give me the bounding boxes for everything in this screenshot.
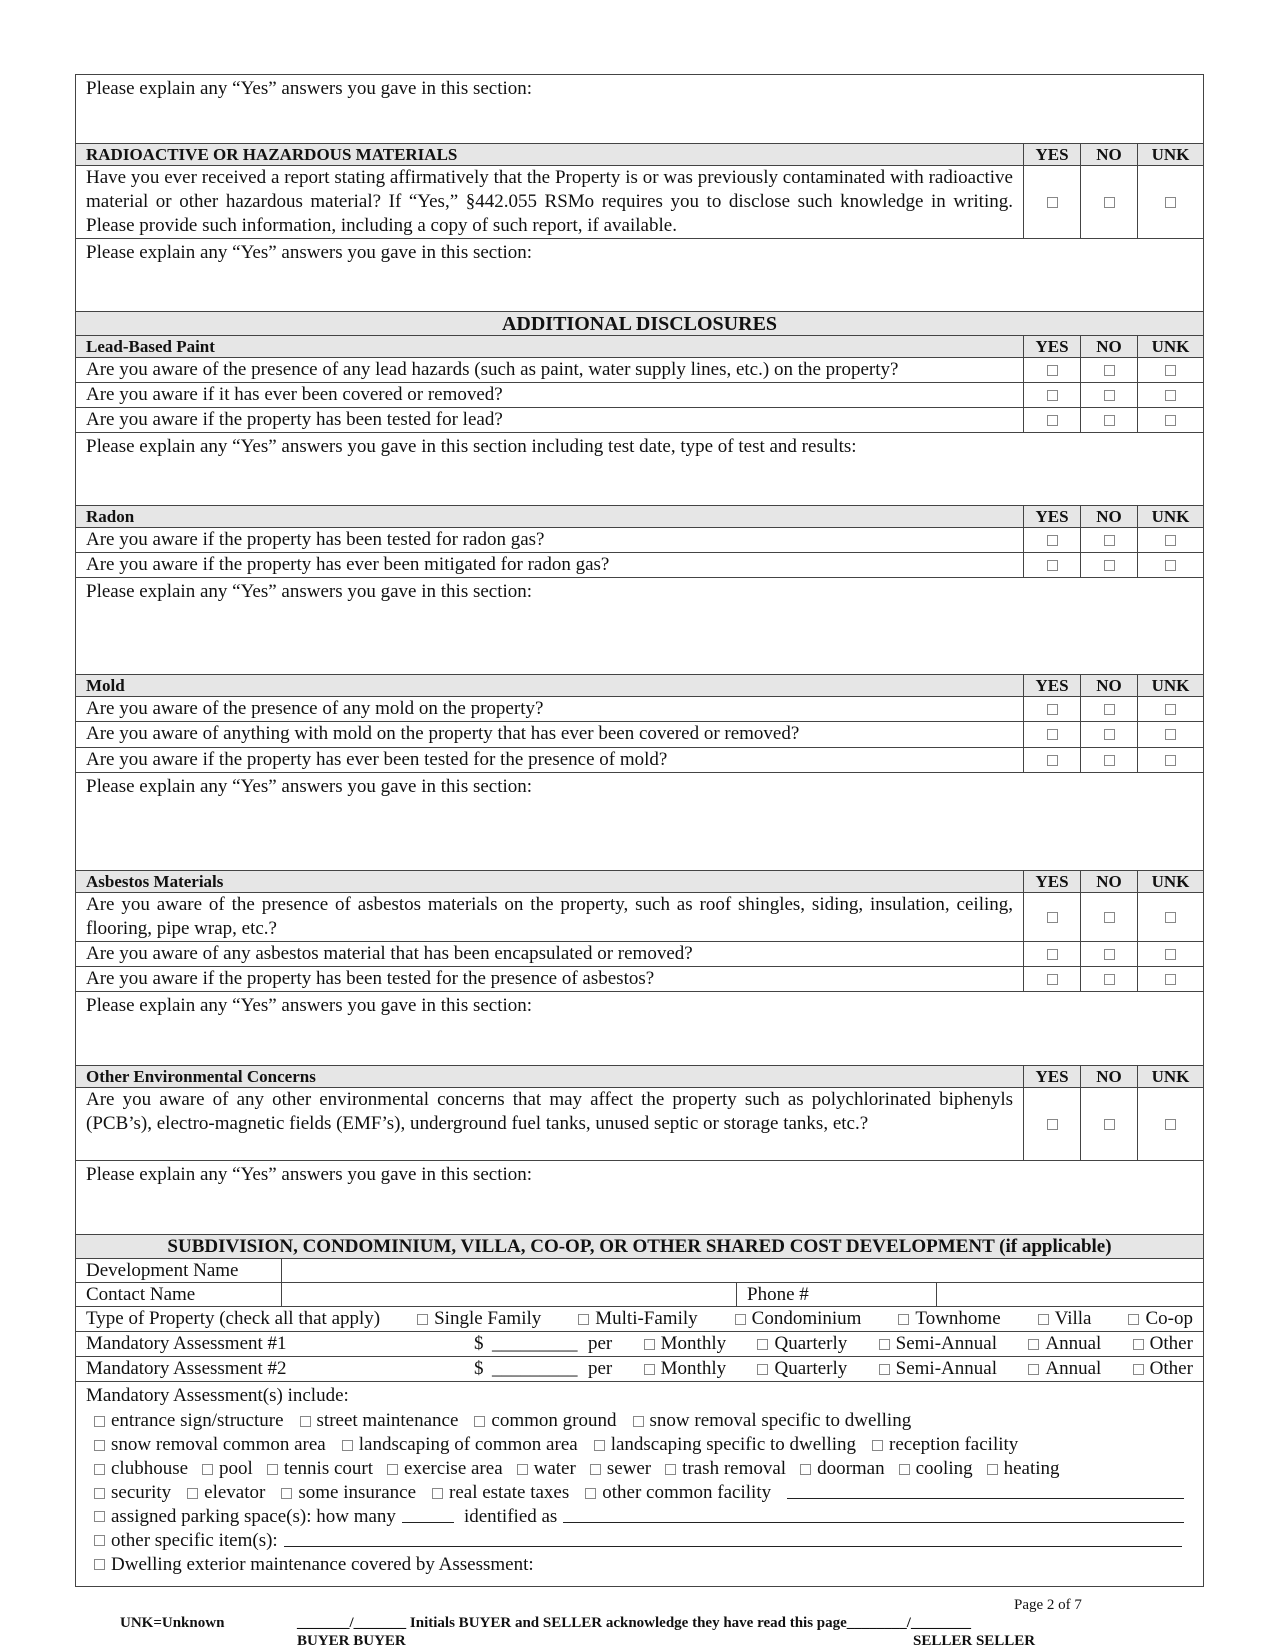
contact-name-label: Contact Name: [86, 1284, 196, 1305]
col-unk: UNK: [1137, 144, 1203, 165]
yes-checkbox[interactable]: [1047, 949, 1058, 960]
checkbox[interactable]: [267, 1464, 278, 1475]
development-name-field[interactable]: [281, 1259, 1203, 1282]
include-option[interactable]: [387, 1457, 503, 1481]
checkbox[interactable]: [94, 1488, 105, 1499]
col-yes: YES: [1023, 871, 1080, 892]
contact-name-field[interactable]: [281, 1283, 736, 1306]
explain-row[interactable]: [76, 992, 1203, 1066]
no-checkbox[interactable]: [1104, 949, 1115, 960]
type-option[interactable]: [898, 1307, 1000, 1331]
yes-checkbox[interactable]: [1047, 912, 1058, 923]
option-label: landscaping of common area: [358, 1434, 578, 1455]
checkbox[interactable]: [94, 1440, 105, 1451]
exterior-label: Dwelling exterior maintenance covered by Assessment:: [111, 1554, 534, 1575]
question-row: [76, 942, 1203, 967]
includes-row: [94, 1409, 1184, 1433]
explain-row[interactable]: [76, 239, 1203, 312]
checkbox[interactable]: [644, 1339, 655, 1350]
checkbox[interactable]: [1128, 1314, 1139, 1325]
explain-prompt: Please explain any “Yes” answers you gave in this section:: [86, 581, 533, 602]
seller-label: SELLER SELLER: [913, 1633, 1036, 1649]
mold-title: Mold: [86, 676, 125, 695]
no-checkbox[interactable]: [1104, 974, 1115, 985]
unk-checkbox[interactable]: [1165, 535, 1176, 546]
parking-label: assigned parking space(s): how many: [111, 1506, 396, 1527]
period-option[interactable]: [757, 1332, 847, 1356]
include-option[interactable]: [590, 1457, 651, 1481]
checkbox[interactable]: [899, 1464, 910, 1475]
type-option[interactable]: [1128, 1307, 1193, 1331]
yes-checkbox[interactable]: [1047, 560, 1058, 571]
period-option[interactable]: [757, 1357, 847, 1381]
unk-checkbox[interactable]: [1165, 197, 1176, 208]
include-option[interactable]: [94, 1409, 284, 1433]
option-label: Co-op: [1145, 1308, 1193, 1329]
unk-checkbox[interactable]: [1165, 704, 1176, 715]
question-text: Are you aware if the property has been tested for the presence of asbestos?: [86, 968, 655, 989]
col-no: NO: [1080, 675, 1137, 696]
per-label: per: [588, 1333, 613, 1354]
checkbox[interactable]: [879, 1364, 890, 1375]
option-label: some insurance: [298, 1482, 416, 1503]
col-yes: YES: [1023, 144, 1080, 165]
include-option[interactable]: [872, 1433, 1018, 1457]
yes-checkbox[interactable]: [1047, 535, 1058, 546]
additional-title: ADDITIONAL DISCLOSURES: [501, 313, 778, 335]
includes-list: [94, 1409, 1184, 1577]
subdivision-title: SUBDIVISION, CONDOMINIUM, VILLA, CO-OP, OR OTHER SHARED COST DEVELOPMENT (if applicable): [167, 1236, 1112, 1257]
other-items-row: [94, 1529, 1182, 1553]
question-row: [76, 166, 1203, 239]
radioactive-title: RADIOACTIVE OR HAZARDOUS MATERIALS: [86, 145, 458, 164]
option-label: water: [533, 1458, 576, 1479]
checkbox[interactable]: [644, 1364, 655, 1375]
period-option[interactable]: [644, 1332, 726, 1356]
dollar-sign: $: [474, 1358, 484, 1379]
checkbox[interactable]: [474, 1416, 485, 1427]
col-no: NO: [1080, 144, 1137, 165]
yes-checkbox[interactable]: [1047, 974, 1058, 985]
question-row: [76, 358, 1203, 383]
explain-row[interactable]: [76, 1161, 1203, 1235]
option-label: exercise area: [404, 1458, 503, 1479]
include-option[interactable]: [281, 1481, 416, 1505]
option-label: Semi-Annual: [895, 1333, 997, 1354]
period-option[interactable]: [1028, 1357, 1101, 1381]
yes-checkbox[interactable]: [1047, 197, 1058, 208]
no-checkbox[interactable]: [1104, 535, 1115, 546]
option-label: Single Family: [434, 1308, 542, 1329]
period-option[interactable]: [1133, 1332, 1193, 1356]
include-option[interactable]: [300, 1409, 459, 1433]
radon-title: Radon: [86, 507, 135, 526]
period-option[interactable]: [879, 1332, 997, 1356]
checkbox[interactable]: [94, 1535, 105, 1546]
checkbox[interactable]: [872, 1440, 883, 1451]
checkbox[interactable]: [94, 1511, 105, 1522]
checkbox[interactable]: [187, 1488, 198, 1499]
checkbox[interactable]: [1133, 1364, 1144, 1375]
checkbox[interactable]: [735, 1314, 746, 1325]
yes-checkbox[interactable]: [1047, 390, 1058, 401]
other-items-line[interactable]: [284, 1529, 1182, 1547]
include-option[interactable]: [267, 1457, 373, 1481]
option-label: Quarterly: [774, 1333, 848, 1354]
checkbox[interactable]: [387, 1464, 398, 1475]
option-label: reception facility: [889, 1434, 1019, 1455]
col-yes: YES: [1023, 1066, 1080, 1087]
unk-checkbox[interactable]: [1165, 1119, 1176, 1130]
includes-label: Mandatory Assessment(s) include:: [86, 1385, 349, 1406]
yes-checkbox[interactable]: [1047, 704, 1058, 715]
checkbox[interactable]: [517, 1464, 528, 1475]
include-option[interactable]: [594, 1433, 856, 1457]
initials-text: Initials BUYER and SELLER acknowledge they have read this page: [409, 1615, 847, 1631]
question-text: Are you aware of any asbestos material that has been encapsulated or removed?: [86, 943, 693, 964]
no-checkbox[interactable]: [1104, 365, 1115, 376]
option-label: Multi-Family: [595, 1308, 698, 1329]
question-row: [76, 1088, 1203, 1161]
explain-row[interactable]: [76, 433, 1203, 506]
include-option[interactable]: [187, 1481, 265, 1505]
parking-row: [94, 1505, 1184, 1529]
page-number: Page 2 of 7: [1014, 1597, 1082, 1613]
development-name-label: Development Name: [86, 1260, 239, 1281]
includes-row: [94, 1433, 1184, 1457]
checkbox[interactable]: [202, 1464, 213, 1475]
includes-row: [94, 1457, 1184, 1481]
yes-checkbox[interactable]: [1047, 729, 1058, 740]
explain-prompt: Please explain any “Yes” answers you gave in this section:: [86, 1164, 533, 1185]
checkbox[interactable]: [585, 1488, 596, 1499]
no-checkbox[interactable]: [1104, 729, 1115, 740]
option-label: security: [111, 1482, 172, 1503]
additional-disclosures-header: [76, 312, 1203, 336]
checkbox[interactable]: [281, 1488, 292, 1499]
option-label: cooling: [915, 1458, 973, 1479]
col-unk: UNK: [1137, 675, 1203, 696]
unk-checkbox[interactable]: [1165, 365, 1176, 376]
unk-checkbox[interactable]: [1165, 755, 1176, 766]
question-row: [76, 967, 1203, 992]
option-label: Annual: [1045, 1358, 1102, 1379]
contact-name-row: [76, 1283, 1203, 1307]
include-option[interactable]: [585, 1481, 771, 1505]
checkbox[interactable]: [590, 1464, 601, 1475]
seller-initials-blank[interactable]: ________/________: [846, 1615, 971, 1631]
checkbox[interactable]: [1038, 1314, 1049, 1325]
include-option[interactable]: [202, 1457, 253, 1481]
checkbox[interactable]: [94, 1559, 105, 1570]
col-no: NO: [1080, 1066, 1137, 1087]
question-row: [76, 697, 1203, 722]
option-label: Quarterly: [774, 1358, 848, 1379]
exterior-row: [94, 1553, 1184, 1577]
question-text: Are you aware if the property has ever been tested for the presence of mold?: [86, 749, 668, 770]
unk-checkbox[interactable]: [1165, 974, 1176, 985]
assessment-includes: [76, 1382, 1203, 1588]
checkbox[interactable]: [94, 1464, 105, 1475]
yes-checkbox[interactable]: [1047, 755, 1058, 766]
period-option[interactable]: [879, 1357, 997, 1381]
period-option[interactable]: [644, 1357, 726, 1381]
development-name-row: [76, 1259, 1203, 1283]
question-row: [76, 893, 1203, 942]
unk-checkbox[interactable]: [1165, 949, 1176, 960]
unk-checkbox[interactable]: [1165, 415, 1176, 426]
checkbox[interactable]: [757, 1364, 768, 1375]
option-label: trash removal: [682, 1458, 787, 1479]
yes-checkbox[interactable]: [1047, 1119, 1058, 1130]
option-label: Other: [1149, 1333, 1193, 1354]
option-label: heating: [1003, 1458, 1060, 1479]
period-options: [588, 1357, 1193, 1381]
col-unk: UNK: [1137, 336, 1203, 357]
col-unk: UNK: [1137, 871, 1203, 892]
include-option[interactable]: [342, 1433, 578, 1457]
type-option[interactable]: [578, 1307, 697, 1331]
other-env-header: [76, 1066, 1203, 1088]
option-label: Condominium: [751, 1308, 862, 1329]
phone-field[interactable]: [936, 1283, 1203, 1306]
question-row: [76, 722, 1203, 748]
assessment-1-row: [76, 1332, 1203, 1357]
no-checkbox[interactable]: [1104, 704, 1115, 715]
question-row: [76, 528, 1203, 553]
assessment-1-label: Mandatory Assessment #1: [86, 1333, 287, 1354]
identified-as-label: identified as: [463, 1506, 558, 1527]
period-options: [588, 1332, 1193, 1356]
col-no: NO: [1080, 871, 1137, 892]
other-env-title: Other Environmental Concerns: [86, 1067, 316, 1086]
checkbox[interactable]: [342, 1440, 353, 1451]
initials-line: [297, 1615, 971, 1632]
disclosure-form: [75, 74, 1204, 1587]
checkbox[interactable]: [1133, 1339, 1144, 1350]
col-unk: UNK: [1137, 1066, 1203, 1087]
question-row: [76, 383, 1203, 408]
option-label: snow removal specific to dwelling: [649, 1410, 912, 1431]
checkbox[interactable]: [578, 1314, 589, 1325]
explain-row[interactable]: [76, 578, 1203, 675]
checkbox[interactable]: [633, 1416, 644, 1427]
explain-row-prev[interactable]: [76, 75, 1203, 144]
explain-prompt: Please explain any “Yes” answers you gave in this section including test date, type of test and results:: [86, 436, 857, 457]
amount-field[interactable]: _________: [492, 1333, 578, 1354]
question-row: [76, 408, 1203, 433]
other-items-label: other specific item(s):: [111, 1530, 278, 1551]
option-label: common ground: [491, 1410, 617, 1431]
checkbox[interactable]: [757, 1339, 768, 1350]
question-text: Are you aware if the property has been tested for lead?: [86, 409, 503, 430]
include-option[interactable]: [432, 1481, 569, 1505]
option-label: Other: [1149, 1358, 1193, 1379]
option-label: Semi-Annual: [895, 1358, 997, 1379]
unk-checkbox[interactable]: [1165, 912, 1176, 923]
option-label: doorman: [817, 1458, 885, 1479]
type-option[interactable]: [1038, 1307, 1092, 1331]
question-text: Are you aware if the property has been tested for radon gas?: [86, 529, 545, 550]
checkbox[interactable]: [665, 1464, 676, 1475]
question-text: Have you ever received a report stating affirmatively that the Property is or was previously contaminated with radioactive material or other hazardous material? If “Yes,” §442.055 RSMo requires you to disclose such knowledge in writing. Please provide such information, including a copy of such report, if available.: [86, 167, 1013, 236]
period-option[interactable]: [1133, 1357, 1193, 1381]
checkbox[interactable]: [594, 1440, 605, 1451]
unk-checkbox[interactable]: [1165, 390, 1176, 401]
per-label: per: [588, 1358, 613, 1379]
include-option[interactable]: [800, 1457, 885, 1481]
checkbox[interactable]: [1028, 1364, 1039, 1375]
col-unk: UNK: [1137, 506, 1203, 527]
no-checkbox[interactable]: [1104, 912, 1115, 923]
explain-prompt: Please explain any “Yes” answers you gave in this section:: [86, 242, 533, 263]
no-checkbox[interactable]: [1104, 197, 1115, 208]
includes-row: [94, 1481, 1184, 1505]
option-label: clubhouse: [111, 1458, 189, 1479]
checkbox[interactable]: [987, 1464, 998, 1475]
explain-prompt: Please explain any “Yes” answers you gave in this section:: [86, 776, 533, 797]
no-checkbox[interactable]: [1104, 415, 1115, 426]
question-row: [76, 553, 1203, 578]
question-text: Are you aware of the presence of asbestos materials on the property, such as roof shingles, siding, insulation, ceiling, flooring, pipe wrap, etc.?: [86, 894, 1013, 939]
option-label: real estate taxes: [449, 1482, 570, 1503]
no-checkbox[interactable]: [1104, 1119, 1115, 1130]
question-text: Are you aware if the property has ever been mitigated for radon gas?: [86, 554, 610, 575]
unk-legend: UNK=Unknown: [120, 1615, 225, 1631]
include-option[interactable]: [987, 1457, 1060, 1481]
option-label: Annual: [1045, 1333, 1102, 1354]
no-checkbox[interactable]: [1104, 755, 1115, 766]
radon-header: [76, 506, 1203, 528]
include-option[interactable]: [94, 1433, 326, 1457]
asbestos-header: [76, 871, 1203, 893]
option-label: Monthly: [660, 1358, 727, 1379]
option-label: tennis court: [283, 1458, 374, 1479]
other-facility-line[interactable]: [787, 1481, 1184, 1499]
checkbox[interactable]: [879, 1339, 890, 1350]
asbestos-title: Asbestos Materials: [86, 872, 224, 891]
type-option[interactable]: [735, 1307, 862, 1331]
assessment-2-label: Mandatory Assessment #2: [86, 1358, 287, 1379]
checkbox[interactable]: [300, 1416, 311, 1427]
amount-field[interactable]: _________: [492, 1358, 578, 1379]
lead-title: Lead-Based Paint: [86, 337, 215, 356]
checkbox[interactable]: [432, 1488, 443, 1499]
option-label: Townhome: [915, 1308, 1001, 1329]
option-label: elevator: [204, 1482, 266, 1503]
include-option[interactable]: [94, 1481, 171, 1505]
option-label: Villa: [1054, 1308, 1092, 1329]
radioactive-header: [76, 144, 1203, 166]
option-label: landscaping specific to dwelling: [610, 1434, 857, 1455]
buyer-label: BUYER BUYER: [297, 1633, 406, 1649]
option-label: sewer: [606, 1458, 652, 1479]
explain-row[interactable]: [76, 773, 1203, 871]
include-option[interactable]: [474, 1409, 616, 1433]
yes-checkbox[interactable]: [1047, 365, 1058, 376]
unk-checkbox[interactable]: [1165, 560, 1176, 571]
explain-prompt: Please explain any “Yes” answers you gave in this section:: [86, 995, 533, 1016]
yes-checkbox[interactable]: [1047, 415, 1058, 426]
phone-label: Phone #: [736, 1283, 936, 1306]
property-type-label: Type of Property (check all that apply): [86, 1308, 381, 1329]
subdivision-header: [76, 1235, 1203, 1259]
no-checkbox[interactable]: [1104, 560, 1115, 571]
col-yes: YES: [1023, 506, 1080, 527]
question-text: Are you aware if it has ever been covered or removed?: [86, 384, 503, 405]
question-text: Are you aware of the presence of any lead hazards (such as paint, water supply lines, etc.) on the property?: [86, 359, 899, 380]
include-option[interactable]: [665, 1457, 786, 1481]
include-option[interactable]: [517, 1457, 576, 1481]
checkbox[interactable]: [800, 1464, 811, 1475]
parking-count-line[interactable]: [402, 1505, 454, 1523]
col-yes: YES: [1023, 336, 1080, 357]
col-no: NO: [1080, 506, 1137, 527]
checkbox[interactable]: [1028, 1339, 1039, 1350]
explain-prompt: Please explain any “Yes” answers you gave in this section:: [86, 78, 533, 99]
checkbox[interactable]: [417, 1314, 428, 1325]
question-text: Are you aware of any other environmental concerns that may affect the property such as polychlorinated biphenyls (PCB’s), electro-magnetic fields (EMF’s), underground fuel tanks, unused septic or storage tanks, etc.?: [86, 1089, 1013, 1134]
question-text: Are you aware of anything with mold on the property that has ever been covered or removed?: [86, 723, 800, 744]
identified-as-line[interactable]: [563, 1505, 1184, 1523]
checkbox[interactable]: [898, 1314, 909, 1325]
option-label: snow removal common area: [111, 1434, 326, 1455]
no-checkbox[interactable]: [1104, 390, 1115, 401]
option-label: street maintenance: [316, 1410, 459, 1431]
option-label: other common facility: [602, 1482, 772, 1503]
period-option[interactable]: [1028, 1332, 1101, 1356]
buyer-initials-blank[interactable]: _______/_______: [297, 1615, 407, 1631]
type-option[interactable]: [417, 1307, 541, 1331]
assessment-2-row: [76, 1357, 1203, 1382]
dollar-sign: $: [474, 1333, 484, 1354]
option-label: entrance sign/structure: [111, 1410, 284, 1431]
question-text: Are you aware of the presence of any mold on the property?: [86, 698, 544, 719]
include-option[interactable]: [633, 1409, 912, 1433]
include-option[interactable]: [94, 1457, 188, 1481]
option-label: Monthly: [660, 1333, 727, 1354]
question-row: [76, 748, 1203, 773]
unk-checkbox[interactable]: [1165, 729, 1176, 740]
col-yes: YES: [1023, 675, 1080, 696]
include-option[interactable]: [899, 1457, 973, 1481]
mold-header: [76, 675, 1203, 697]
col-no: NO: [1080, 336, 1137, 357]
property-type-row: [76, 1307, 1203, 1332]
checkbox[interactable]: [94, 1416, 105, 1427]
option-label: pool: [219, 1458, 253, 1479]
lead-header: [76, 336, 1203, 358]
